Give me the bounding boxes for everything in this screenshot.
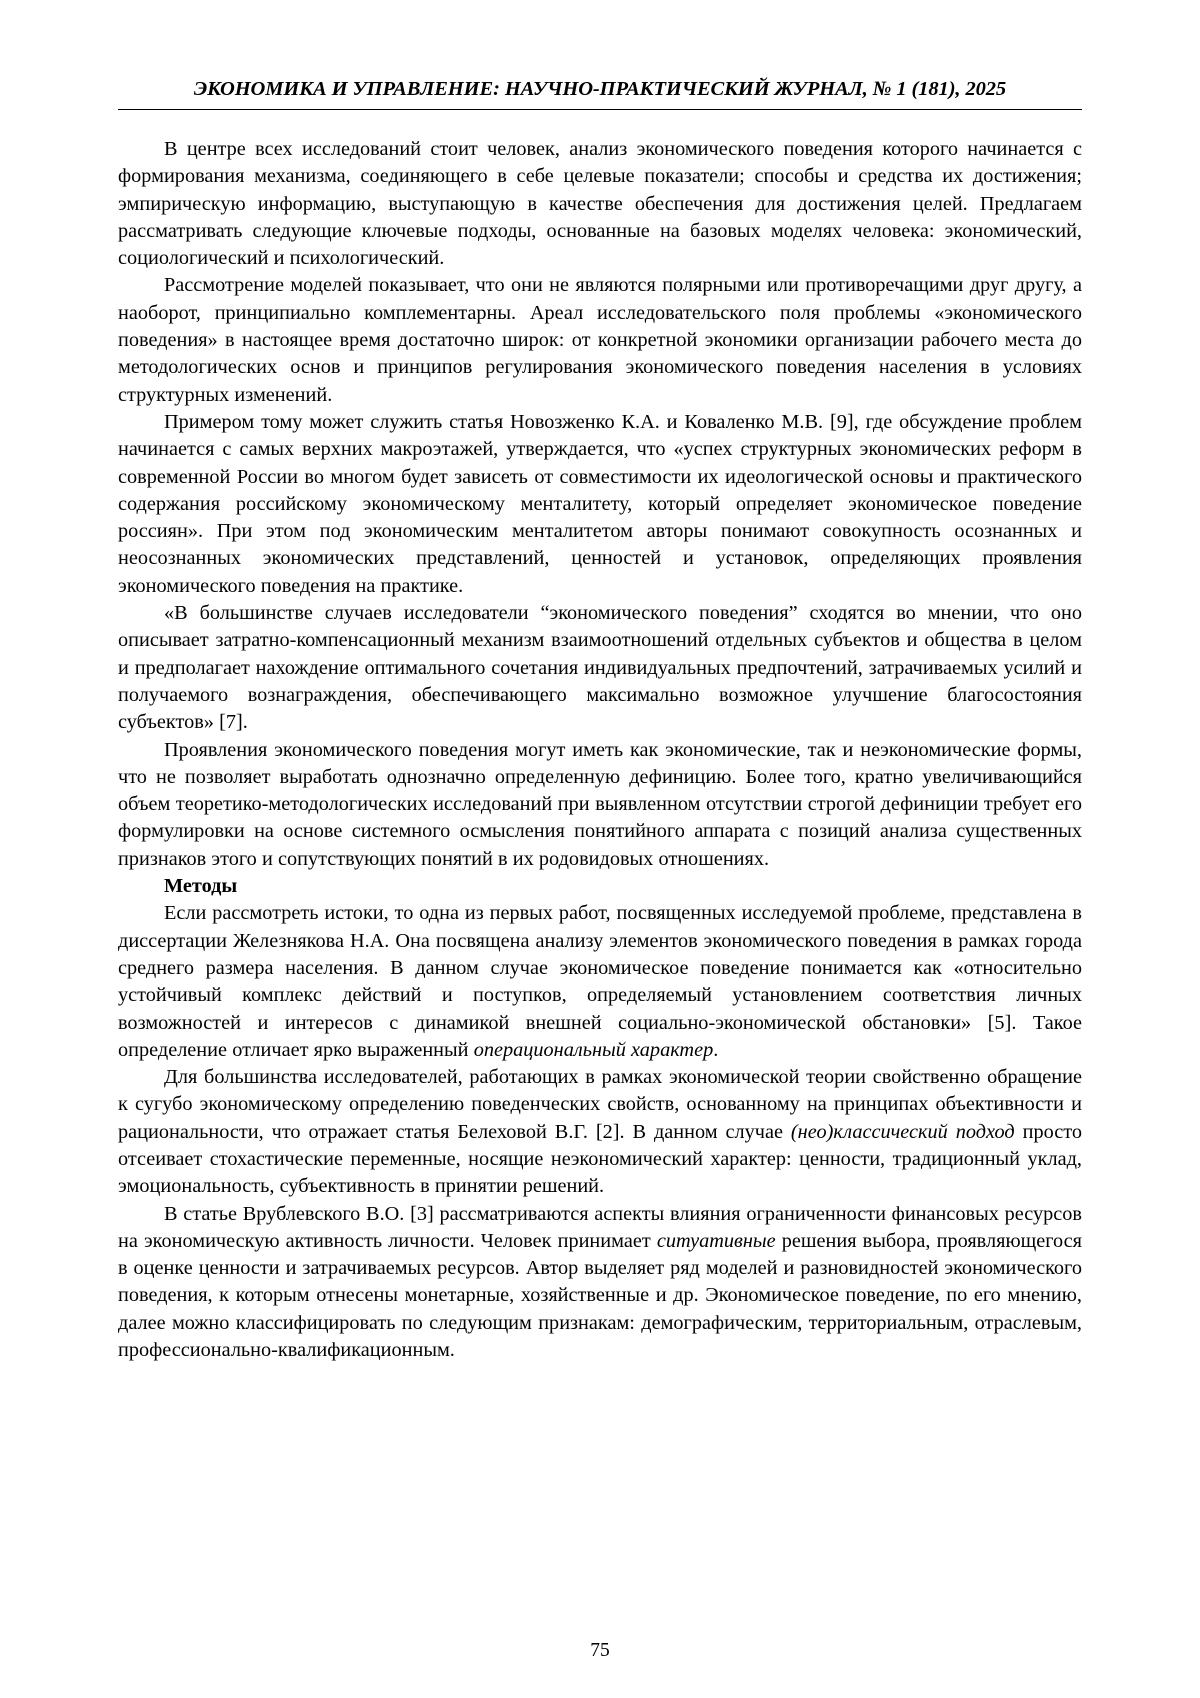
- emphasis-text: ситуативные: [656, 1229, 776, 1252]
- section-heading: Методы: [164, 875, 238, 898]
- body-text: [118, 136, 1082, 1364]
- emphasis-text: (нео)классический подход: [790, 1120, 1015, 1143]
- paragraph: Примером тому может служить статья Новозженко К.А. и Коваленко М.В. [9], где обсуждение проблем начинается с самых верхних макроэтажей, утверждается, что «успех структурных экономических реформ в современной России во многом будет зависеть от совместимости их идеологической основы и практического содержания российскому экономическому менталитету, который определяет экономическое поведение россиян». При этом под экономическим менталитетом авторы понимают совокупность осознанных и неосознанных экономических представлений, ценностей и установок, определяющих проявления экономического поведения на практике.: [118, 410, 1082, 597]
- paragraph: В центре всех исследований стоит человек, анализ экономического поведения которого начинается с формирования механизма, соединяющего в себе целевые показатели; способы и средства их достижения; эмпирическую информацию, выступающую в качестве обеспечения для достижения целей. Предлагаем рассматривать следующие ключевые подходы, основанные на базовых моделях человека: экономический, социологический и психологический.: [118, 138, 1082, 270]
- paragraph: Рассмотрение моделей показывает, что они не являются полярными или противоречащими друг другу, а наоборот, принципиально комплементарны. Ареал исследовательского поля проблемы «экономического поведения» в настоящее время достаточно широк: от конкретной экономики организации рабочего места до методологических основ и принципов регулирования экономического поведения населения в условиях структурных изменений.: [118, 274, 1082, 406]
- paragraph: Если рассмотреть истоки, то одна из первых работ, посвященных исследуемой проблеме, представлена в диссертации Железнякова Н.А. Она посвящена анализу элементов экономического поведения в рамках города среднего размера населения. В данном случае экономическое поведение понимается как «относительно устойчивый комплекс действий и поступков, определяемый установлением соответствия личных возможностей и интересов с динамикой внешней социально-экономической обстановки» [5]. Такое определение отличает ярко выраженный операциональный характер.: [118, 902, 1082, 1061]
- paragraph: Для большинства исследователей, работающих в рамках экономической теории свойственно обращение к сугубо экономическому определению поведенческих свойств, основанному на принципах объективности и рациональности, что отражает статья Белеховой В.Г. [2]. В данном случае (нео)классический подход просто отсеивает стохастические переменные, носящие неэкономический характер: ценности, традиционный уклад, эмоциональность, субъективность в принятии решений.: [118, 1066, 1082, 1198]
- emphasis-text: операциональный характер: [473, 1038, 714, 1061]
- paragraph: Проявления экономического поведения могут иметь как экономические, так и неэкономические формы, что не позволяет выработать однозначно определенную дефиницию. Более того, кратно увеличивающийся объем теоретико-методологических исследований при выявленном отсутствии строгой дефиниции требует его формулировки на основе системного осмысления понятийного аппарата с позиций анализа существенных признаков этого и сопутствующих понятий в их родовидовых отношениях.: [118, 738, 1082, 870]
- paragraph: В статье Врублевского В.О. [3] рассматриваются аспекты влияния ограниченности финансовых ресурсов на экономическую активность личности. Человек принимает ситуативные решения выбора, проявляющегося в оценке ценности и затрачиваемых ресурсов. Автор выделяет ряд моделей и разновидностей экономического поведения, к которым отнесены монетарные, хозяйственные и др. Экономическое поведение, по его мнению, далее можно классифицировать по следующим признакам: демографическим, территориальным, отраслевым, профессионально-квалификационным.: [118, 1202, 1082, 1362]
- running-head: ЭКОНОМИКА И УПРАВЛЕНИЕ: НАУЧНО-ПРАКТИЧЕСКИЙ ЖУРНАЛ, № 1 (181), 2025: [118, 78, 1082, 110]
- page-number: 75: [590, 1640, 610, 1661]
- paragraph: «В большинстве случаев исследователи “экономического поведения” сходятся во мнении, что оно описывает затратно-компенсационный механизм взаимоотношений отдельных субъектов и общества в целом и предполагает нахождение оптимального сочетания индивидуальных предпочтений, затрачиваемых усилий и получаемого вознаграждения, обеспечивающего максимально возможное улучшение благосостояния субъектов» [7].: [118, 602, 1082, 734]
